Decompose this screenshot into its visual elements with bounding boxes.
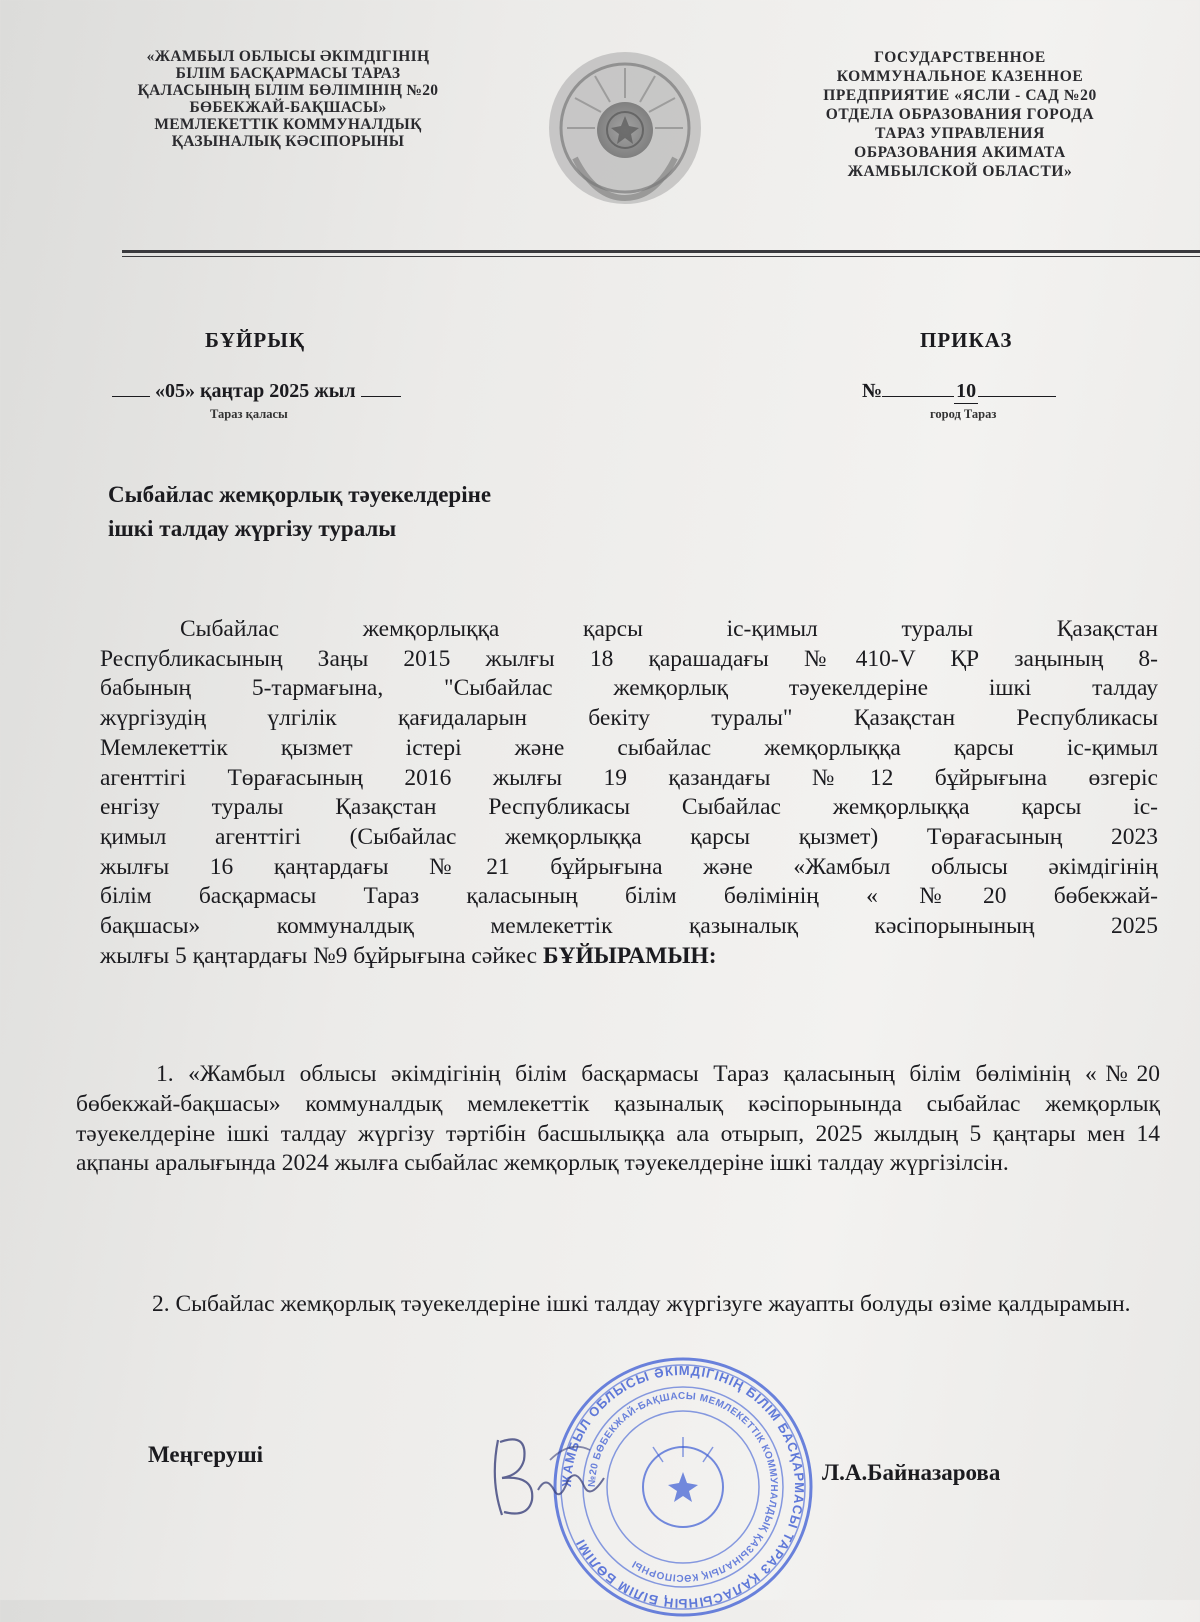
header-russian-org (780, 48, 1140, 181)
signatory-name: Л.А.Байназарова (822, 1460, 1001, 1485)
date-blank-left (112, 378, 150, 397)
order-number (862, 378, 1056, 404)
title-line: Сыбайлас жемқорлық тәуекелдеріне (108, 482, 492, 507)
stamp-inner-text: №20 БӨБЕКЖАЙ-БАҚШАСЫ МЕМЛЕКЕТТІК КОММУНАЛДЫҚ ҚАЗЫНАЛЫҚ КӘСІПОРНЫ (586, 1390, 780, 1584)
signatory-title: Меңгеруші (148, 1442, 264, 1467)
header-left-line: ҚАЗЫНАЛЫҚ КӘСІПОРЫНЫ (171, 133, 405, 150)
city-kazakh: Тараз қаласы (210, 407, 288, 421)
preamble-line: жүргізудің үлгілік қағидаларын бекіту туралы" Қазақстан Республикасы (100, 705, 1158, 732)
state-emblem-icon (545, 48, 705, 208)
preamble-line: Сыбайлас жемқорлыққа қарсы іс-қимыл туралы Қазақстан (180, 616, 1158, 642)
header-left-line: БІЛІМ БАСҚАРМАСЫ ТАРАЗ (175, 65, 401, 82)
number-prefix: № (862, 380, 883, 402)
header-left-line: «ЖАМБЫЛ ОБЛЫСЫ ӘКІМДІГІНІҢ (146, 48, 430, 65)
preamble-line: жылғы 5 қаңтардағы №9 бұйрығына сәйкес (100, 942, 543, 969)
date-blank-right (361, 378, 401, 397)
number-blank-right (978, 378, 1056, 397)
header-divider-thick (122, 250, 1200, 253)
header-right-line: ПРЕДПРИЯТИЕ «ЯСЛИ - САД №20 (823, 87, 1097, 104)
handwritten-signature-icon (480, 1420, 620, 1530)
header-left-line: ҚАЛАСЫНЫҢ БІЛІМ БӨЛІМІНІҢ №20 (137, 82, 439, 99)
preamble-line: агенттігі Төрағасының 2016 жылғы 19 қазандағы №12 бұйрығына өзгеріс (100, 764, 1158, 791)
preamble-line: Республикасының Заңы 2015 жылғы 18 қарашадағы №410-V ҚР заңының 8- (100, 645, 1158, 672)
number-blank-left (882, 378, 954, 397)
preamble-line: жылғы 16 қаңтардағы №21 бұйрығына және «Жамбыл облысы әкімдігінің (100, 853, 1158, 880)
order-word: БҰЙЫРАМЫН: (543, 942, 717, 969)
order-item-1: 1. «Жамбыл облысы әкімдігінің білім басқармасы Тараз қаласының білім бөлімінің «№20 бөбекжай-бақшасы» коммуналдық мемлекеттік қазыналық кәсіпорынында сыбайлас жемқорлық тәуекелдеріне ішкі талдау жүргізу тәртібін басшылыққа ала отырып, 2025 жылдың 5 қаңтары мен 14 ақпаны аралығында 2024 жылға сыбайлас жемқорлық тәуекелдеріне ішкі талдау жүргізілсін. (76, 1061, 1160, 1177)
order-title (108, 478, 491, 546)
preamble-line: бақшасы» коммуналдық мемлекеттік қазыналық кәсіпорынының 2025 (100, 913, 1158, 940)
order-date-text: «05» қаңтар 2025 жыл (155, 380, 356, 402)
preamble-line: қимыл агенттігі (Сыбайлас жемқорлыққа қарсы қызмет) Төрағасының 2023 (100, 823, 1158, 850)
header-left-line: МЕМЛЕКЕТТІК КОММУНАЛДЫҚ (154, 116, 422, 133)
header-divider-thin (122, 256, 1200, 257)
header-right-line: ТАРАЗ УПРАВЛЕНИЯ (875, 125, 1045, 142)
header-right-line: ЖАМБЫЛСКОЙ ОБЛАСТИ» (847, 163, 1073, 180)
header-right-line: ОБРАЗОВАНИЯ АКИМАТА (854, 144, 1066, 161)
header-left-line: БӨБЕКЖАЙ-БАҚШАСЫ» (189, 99, 387, 116)
title-line: ішкі талдау жүргізу туралы (108, 516, 397, 541)
header-right-line: ГОСУДАРСТВЕННОЕ (874, 49, 1046, 66)
number-value: 10 (956, 380, 977, 402)
header-right-line: КОММУНАЛЬНОЕ КАЗЕННОЕ (836, 68, 1084, 85)
order-item-2: 2. Сыбайлас жемқорлық тәуекелдеріне ішкі талдау жүргізуге жауапты болуды өзіме қалдырамын. (152, 1291, 1131, 1317)
preamble-line: Мемлекеттік қызмет істері және сыбайлас жемқорлыққа қарсы іс-қимыл (100, 734, 1158, 761)
doc-type-russian: ПРИКАЗ (920, 328, 1013, 352)
preamble-last-line (100, 942, 1158, 972)
order-date (112, 378, 401, 403)
preamble-line: енгізу туралы Қазақстан Республикасы Сыбайлас жемқорлыққа қарсы іс- (100, 794, 1158, 821)
preamble-paragraph (100, 615, 1158, 971)
header-kazakh-org (88, 48, 488, 150)
city-russian: город Тараз (930, 407, 997, 421)
header-right-line: ОТДЕЛА ОБРАЗОВАНИЯ ГОРОДА (825, 106, 1095, 123)
doc-type-kazakh: БҰЙРЫҚ (205, 328, 306, 352)
preamble-line: бабының 5-тармағына, "Сыбайлас жемқорлық тәуекелдеріне ішкі талдау (100, 675, 1158, 702)
stamp-outer-text: ЖАМБЫЛ ОБЛЫСЫ ӘКІМДІГІНІҢ БІЛІМ БАСҚАРМАСЫ ТАРАЗ ҚАЛАСЫНЫҢ БІЛІМ БӨЛІМІ (558, 1362, 808, 1612)
preamble-line: білім басқармасы Тараз қаласының білім бөлімінің «№20 бөбекжай- (100, 883, 1158, 910)
